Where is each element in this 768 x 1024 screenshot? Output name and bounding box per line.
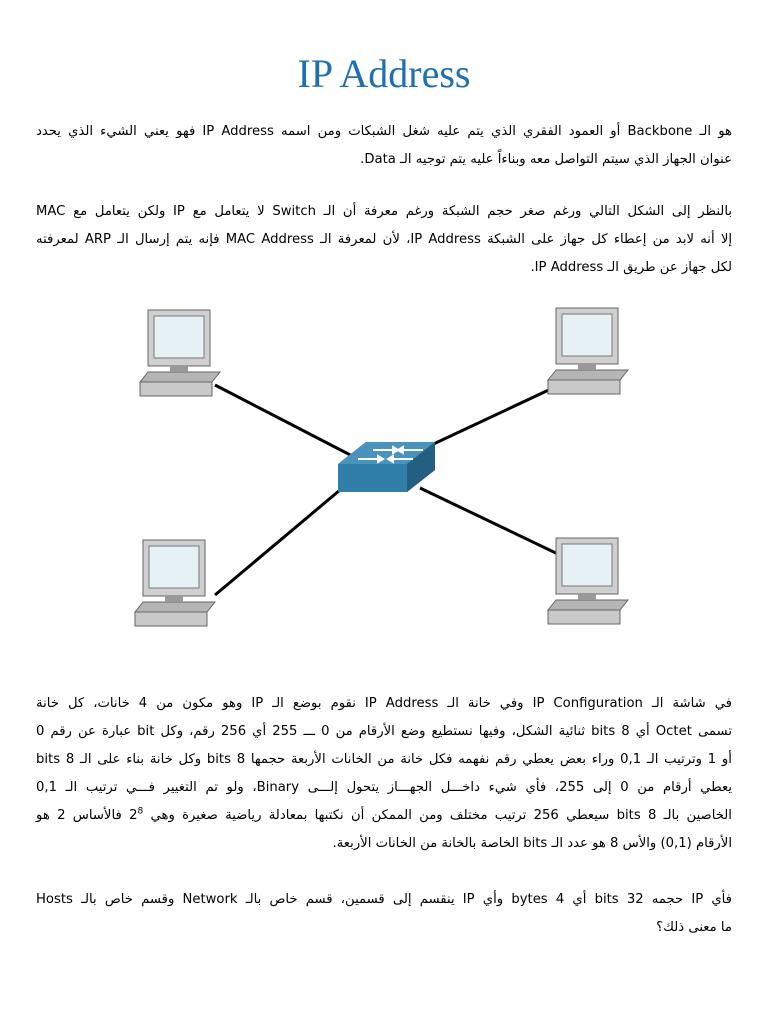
text-line: تسمى Octet أي 8 bits ثنائية الشكل، وفيها نستطيع وضع الأرقام من 0 ـــ 255 أي 256 رقم، وكل bit عبارة عن رقم 0 [36, 724, 732, 739]
text-line: هو الـ Backbone أو العمود الفقري الذي يتم عليه شغل الشبكات ومن اسمه IP Address فهو يعني الشيء الذي يحدد [36, 124, 732, 139]
computer-icon [548, 308, 628, 394]
paragraph-switch-explanation [36, 198, 732, 282]
text-line: فأي IP حجمه 32 bits أي 4 bytes وأي IP ينقسم إلى قسمين، قسم خاص بالـ Network وقسم خاص بالـ Hosts [36, 892, 732, 907]
text-line: في شاشة الـ IP Configuration وفي خانة الـ IP Address نقوم بوضع الـ IP وهو مكون من 4 خانات، كل خانة [36, 696, 732, 711]
switch-icon [338, 442, 435, 492]
text-line: بالنظر إلى الشكل التالي ورغم صغر حجم الشبكة ورغم معرفة أن الـ Switch لا يتعامل مع IP ولكن يتعامل مع MAC [36, 204, 733, 219]
computer-icon [140, 310, 220, 396]
text-line [36, 802, 732, 830]
computer-icon [548, 538, 628, 624]
paragraph-ip-size [36, 886, 732, 942]
text-line: أو 1 وترتيب الـ 0,1 وراء بعض يعطي رقم نفهمه فكل خانة من الخانات الأربعة حجمها 8 bits وكل خانة بناء على الـ 8 bits [36, 752, 732, 767]
computer-icon [135, 540, 215, 626]
text-fragment: الخاصين بالـ 8 bits سيعطي 256 ترتيب مختلف ومن الممكن أن نكتبها بمعادلة رياضية صغيرة وهي 2 [129, 808, 732, 823]
text-line: إلا أنه لابد من إعطاء كل جهاز على الشبكة IP Address، لأن لمعرفة الـ MAC Address فإنه يتم إرسال الـ ARP لمعرفته [36, 232, 733, 247]
text-line: لكل جهاز عن طريق الـ IP Address. [530, 260, 732, 275]
text-line: الأرقام (0,1) والأس 8 هو عدد الـ bits الخاصة بالخانة من الخانات الأربعة. [332, 836, 732, 851]
network-diagram [120, 300, 660, 640]
text-line: ما معنى ذلك؟ [656, 920, 732, 935]
text-fragment: فالأساس 2 هو [36, 808, 130, 823]
text-line: عنوان الجهاز الذي سيتم التواصل معه وبناءاً عليه يتم توجيه الـ Data. [360, 152, 732, 167]
page-title: IP Address [297, 51, 471, 96]
paragraph-ip-configuration [36, 690, 732, 858]
paragraph-intro [36, 118, 732, 174]
link-bottom-left [215, 490, 340, 595]
link-bottom-right [420, 488, 560, 555]
link-top-left [215, 385, 360, 460]
text-line: يعطي أرقام من 0 إلى 255، فأي شيء داخـــل الجهـــاز يتحول إلـــى Binary، ولو تم التغيير فـــي ترتيب الـ 0,1 [36, 780, 732, 795]
exponent: 8 [137, 806, 144, 817]
